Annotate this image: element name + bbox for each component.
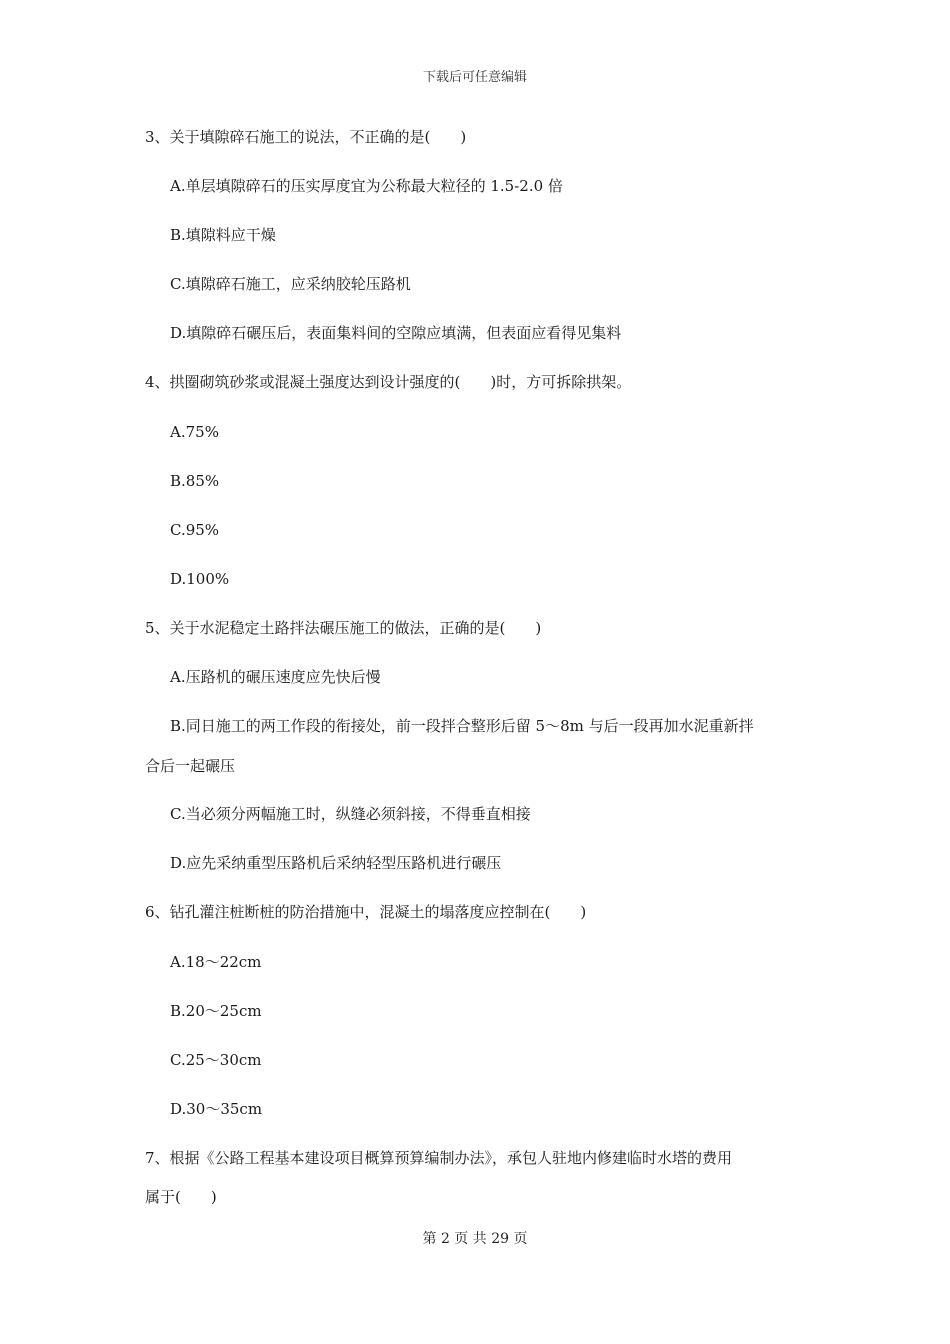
- question-6-option-a: A.18～22cm: [170, 953, 262, 971]
- question-6: 6、钻孔灌注桩断桩的防治措施中，混凝土的塌落度应控制在( ): [145, 903, 587, 921]
- question-5-option-b: B.同日施工的两工作段的衔接处，前一段拌合整形后留 5～8m 与后一段再加水泥重新拌: [170, 717, 754, 735]
- question-3: 3、关于填隙碎石施工的说法，不正确的是( ): [145, 128, 467, 146]
- question-4-option-a: A.75%: [170, 423, 219, 441]
- question-3-option-c: C.填隙碎石施工，应采纳胶轮压路机: [170, 275, 411, 293]
- question-4-option-d: D.100%: [170, 570, 230, 588]
- question-4-option-c: C.95%: [170, 521, 220, 539]
- question-4-option-b: B.85%: [170, 472, 220, 490]
- question-7: 7、根据《公路工程基本建设项目概算预算编制办法》，承包人驻地内修建临时水塔的费用: [145, 1149, 733, 1167]
- question-7-cont: 属于( ): [145, 1188, 217, 1206]
- question-3-option-d: D.填隙碎石碾压后，表面集料间的空隙应填满，但表面应看得见集料: [170, 324, 622, 342]
- question-5: 5、关于水泥稳定土路拌法碾压施工的做法，正确的是( ): [145, 619, 542, 637]
- question-6-option-d: D.30～35cm: [170, 1100, 263, 1118]
- question-6-option-c: C.25～30cm: [170, 1051, 262, 1069]
- question-3-option-a: A.单层填隙碎石的压实厚度宜为公称最大粒径的 1.5-2.0 倍: [170, 177, 563, 195]
- question-5-option-c: C.当必须分两幅施工时，纵缝必须斜接，不得垂直相接: [170, 805, 531, 823]
- question-5-option-b-cont: 合后一起碾压: [145, 757, 236, 775]
- question-5-option-a: A.压路机的碾压速度应先快后慢: [170, 668, 381, 686]
- question-5-option-d: D.应先采纳重型压路机后采纳轻型压路机进行碾压: [170, 854, 502, 872]
- page-footer: 第 2 页 共 29 页: [422, 1231, 528, 1247]
- page-header: 下载后可任意编辑: [422, 70, 527, 85]
- question-3-option-b: B.填隙料应干燥: [170, 226, 276, 244]
- question-4: 4、拱圈砌筑砂浆或混凝土强度达到设计强度的( )时，方可拆除拱架。: [145, 373, 632, 391]
- question-6-option-b: B.20～25cm: [170, 1002, 262, 1020]
